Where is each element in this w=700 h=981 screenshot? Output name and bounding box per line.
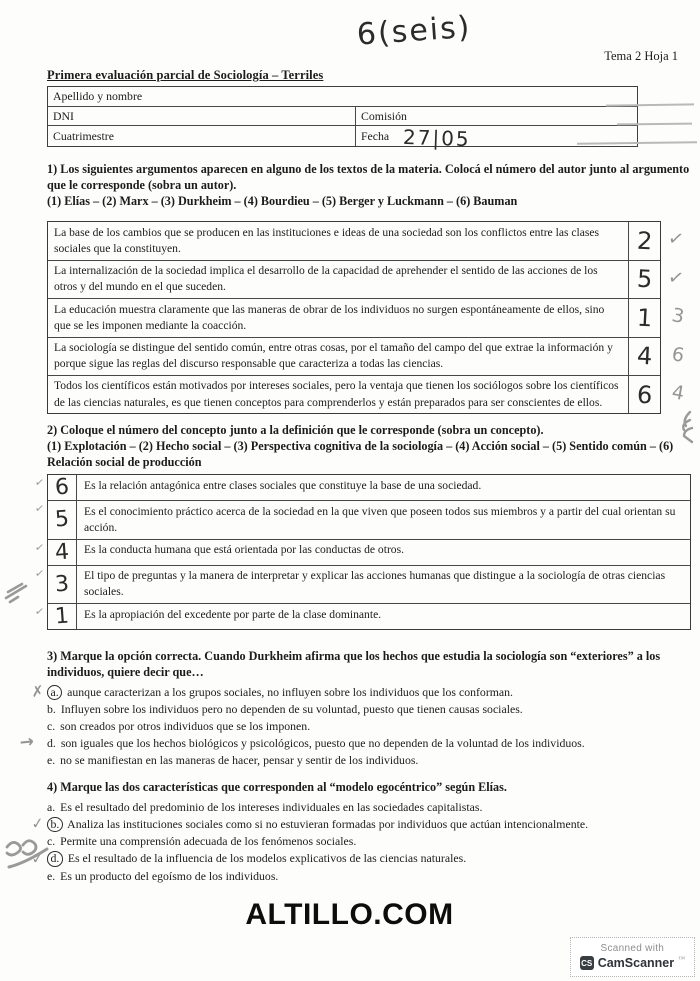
apellido-label: Apellido y nombre — [53, 89, 143, 103]
grader-mark: ✓ — [34, 475, 46, 490]
q2-heading-text: 2) Coloque el número del concepto junto a la definición que le corresponde (sobra un concepto). — [47, 423, 544, 438]
option-text: no se manifiestan en las maneras de hacer, pensar y sentir de los individuos. — [60, 753, 419, 768]
exam-title: Primera evaluación parcial de Sociología – Terriles — [47, 68, 324, 82]
q1-answer-cell — [629, 376, 686, 413]
q1-heading: 1) Los siguientes argumentos aparecen en alguno de los textos de la materia. Colocá el número del autor junto al argumento que le corresponde (sobra un autor). — [47, 162, 690, 192]
trademark-symbol: ™ — [678, 955, 685, 963]
option-text: son iguales que los hechos biológicos y psicológicos, puesto que no dependen de la voluntad de los individuos. — [60, 736, 585, 751]
grader-correction: 4 — [670, 381, 686, 405]
option-text: aunque caracterizan a los grupos sociales, no influyen sobre los individuos que los conforman. — [67, 684, 514, 699]
handwritten-answer: 5 — [54, 506, 70, 533]
comision-label: Comisión — [361, 108, 407, 123]
handwritten-answer: 4 — [54, 539, 70, 566]
cuatrimestre-label: Cuatrimestre — [48, 126, 356, 146]
option-text: Es el resultado del predominio de los intereses individuales en las sociedades capitalistas. — [60, 799, 483, 814]
table-row — [48, 375, 686, 413]
table-row — [48, 337, 686, 375]
circled-option-letter: a. — [47, 685, 62, 700]
camscanner-name: CamScanner — [597, 956, 675, 970]
q3-options — [18, 682, 692, 769]
q4-option-a — [47, 798, 692, 815]
q1-answer-cell — [629, 299, 686, 336]
q2-row-text: Es el conocimiento práctico acerca de la sociedad en la que viven que poseen todos sus miembros y a partir del cual orientan su acción. — [84, 504, 676, 534]
q2-row-text: Es la relación antagónica entre clases sociales que constituye la base de una sociedad. — [84, 478, 482, 492]
fecha-label: Fecha — [361, 128, 390, 143]
circled-option-letter: b. — [47, 817, 63, 832]
q2-table — [34, 474, 691, 630]
table-row — [34, 539, 690, 566]
handwritten-answer: 2 — [636, 226, 653, 256]
handwritten-answer: 1 — [636, 303, 653, 333]
q2-row-text: Es la conducta humana que está orientada por las conductas de otros. — [84, 543, 405, 557]
info-row-cuatrimestre-fecha — [48, 124, 637, 152]
q1-row-text: La educación muestra claramente que las maneras de obrar de los individuos no surgen espontáneamente de ellos, sino que se les imponen mediante la coacción. — [48, 299, 629, 336]
grader-mark: ✓ — [666, 265, 686, 290]
table-row — [34, 500, 690, 538]
q3-heading: 3) Marque la opción correcta. Cuando Durkheim afirma que los hechos que estudia la sociología son “exteriores” a los individuos, quiere decir que… — [47, 649, 661, 679]
q4-option-e — [47, 867, 692, 884]
q1-answer-cell — [629, 222, 686, 259]
camscanner-logo-icon: CS — [580, 956, 594, 970]
q2-answer-cell — [34, 566, 77, 603]
grader-check-mark: ✓ — [30, 848, 45, 868]
option-letter: a. — [47, 799, 56, 814]
camscanner-badge — [570, 937, 695, 977]
q1-table — [47, 221, 686, 414]
option-letter: e. — [47, 868, 56, 883]
table-row — [34, 565, 690, 603]
table-row — [34, 474, 690, 501]
handwritten-answer: 4 — [636, 341, 653, 371]
q2-heading — [47, 423, 700, 470]
q4-option-b — [30, 814, 692, 834]
grader-mark: ✓ — [34, 604, 46, 619]
grader-mark: ✓ — [666, 227, 686, 252]
dni-label: DNI — [48, 107, 356, 125]
q1-row-text: La base de los cambios que se producen en las instituciones e ideas de una sociedad son los conflictos entre las clases sociales que la constituyen. — [48, 222, 629, 259]
student-info-table — [47, 86, 638, 152]
option-text: Es un producto del egoísmo de los individuos. — [60, 868, 279, 883]
q1-author-list: (1) Elías – (2) Marx – (3) Durkheim – (4) Bourdieu – (5) Berger y Luckmann – (6) Bauman — [47, 194, 518, 209]
info-row-apellido — [48, 87, 637, 106]
grader-margin-mark-icon — [674, 406, 698, 450]
table-row — [48, 298, 686, 336]
grader-correction: 3 — [670, 304, 686, 328]
q2-answer-cell — [34, 474, 77, 501]
grader-mark: ✓ — [34, 501, 46, 516]
grader-correction: 6 — [670, 342, 686, 367]
q1-answer-cell — [629, 261, 686, 298]
altillo-watermark: ALTILLO.COM — [245, 898, 454, 932]
q3-option-e — [47, 752, 692, 769]
option-text: son creados por otros individuos que se los imponen. — [60, 719, 311, 734]
option-letter: b. — [47, 702, 56, 717]
option-text: Permite una comprensión adecuada de los fenómenos sociales. — [60, 834, 357, 849]
q1-row-text: La internalización de la sociedad implica el desarrollo de la capacidad de aprehender el sentido de las acciones de los otros y del mundo en el que suceden. — [48, 261, 629, 298]
q3-option-a — [30, 682, 692, 702]
handwritten-fecha-value: 27|05 — [402, 124, 472, 152]
q2-answer-cell — [34, 603, 77, 630]
table-row — [48, 222, 686, 259]
handwritten-answer: 6 — [636, 380, 653, 410]
circled-option-letter: d. — [47, 851, 63, 866]
table-row — [48, 260, 686, 298]
grader-x-mark: ✗ — [30, 682, 45, 702]
option-letter: c. — [47, 834, 56, 849]
option-text: Es el resultado de la influencia de los modelos explicativos de las ciencias naturales. — [67, 851, 467, 866]
q1-row-text: Todos los científicos están motivados por intereses sociales, pero la ventaja que tienen los sociólogos sobre los científicos de las ciencias naturales, es que tienen conceptos para comprenderlos y están preparados para ser conscientes de ellos. — [48, 376, 629, 413]
q1-answer-cell — [629, 338, 686, 375]
q3-option-d — [18, 731, 692, 753]
q3-option-c — [47, 718, 692, 735]
handwritten-answer: 3 — [54, 571, 70, 598]
q4-options — [30, 798, 692, 884]
table-row — [34, 603, 690, 630]
handwritten-grade: 6(seis) — [355, 9, 473, 53]
sheet-label: Tema 2 Hoja 1 — [604, 49, 678, 63]
q1-row-text: La sociología se distingue del sentido común, entre otras cosas, por el tamaño del campo del que extrae la información y porque sigue las reglas del discurso responsable que caracteriza a todas las ciencias. — [48, 338, 629, 375]
option-text: Analiza las instituciones sociales como si no estuvieran formadas por individuos que actúan intencionalmente. — [67, 816, 589, 831]
q2-row-text: Es la apropiación del excedente por parte de la clase dominante. — [84, 607, 382, 621]
grader-signature-scribble-icon — [3, 833, 55, 881]
option-letter: e. — [47, 753, 56, 768]
q2-answer-cell — [34, 539, 77, 566]
handwritten-answer: 5 — [636, 264, 653, 294]
grader-arrow-mark: → — [18, 731, 33, 753]
q2-answer-cell — [34, 501, 77, 538]
handwritten-answer: 1 — [54, 603, 70, 630]
grader-mark: ✓ — [34, 566, 46, 581]
q4-option-c — [47, 833, 692, 850]
option-text: Influyen sobre los individuos pero no dependen de su voluntad, puesto que tienen causas sociales. — [60, 702, 523, 717]
grader-mark: ✓ — [34, 540, 46, 555]
grader-check-mark: ✓ — [30, 814, 45, 834]
q4-option-d — [30, 848, 692, 868]
grader-scribble-icon — [2, 566, 40, 610]
option-letter: c. — [47, 719, 56, 734]
handwritten-answer: 6 — [54, 474, 70, 501]
q2-concept-list: (1) Explotación – (2) Hecho social – (3) Perspectiva cognitiva de la sociología – (4) Acción social – (5) Sentido común – (6) Relación social de producción — [47, 439, 674, 469]
scanned-with-label: Scanned with — [600, 943, 665, 954]
q2-row-text: El tipo de preguntas y la manera de interpretar y explicar las acciones humanas que distingue a la sociología de otras ciencias sociales. — [84, 569, 666, 599]
q4-heading: 4) Marque las dos características que corresponden al “modelo egocéntrico” según Elías. — [47, 779, 507, 794]
info-row-dni-comision — [48, 106, 637, 125]
option-letter: d. — [47, 736, 56, 751]
q3-option-b — [47, 701, 692, 718]
